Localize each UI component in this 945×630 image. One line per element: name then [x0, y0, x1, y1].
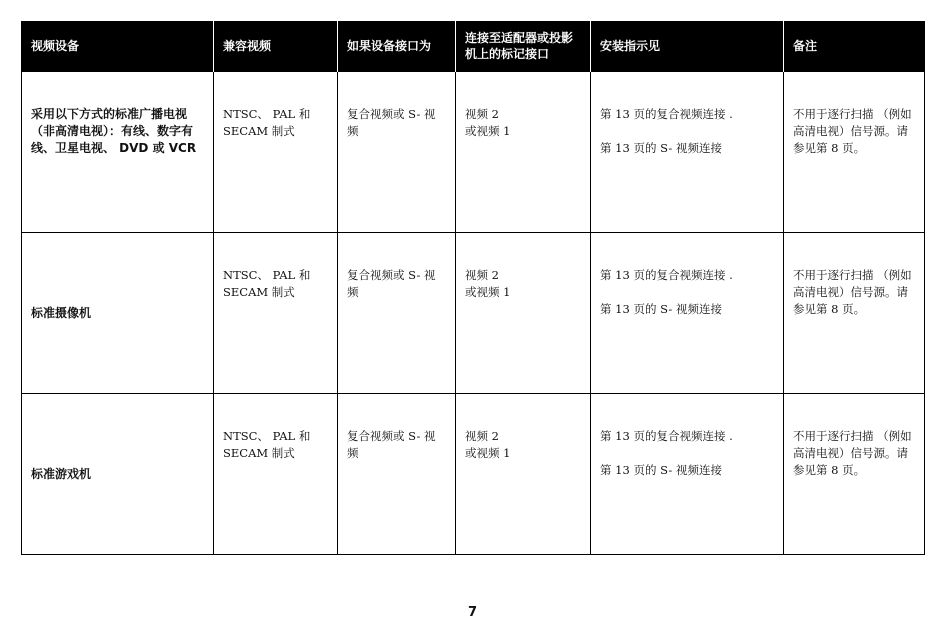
table-row	[22, 233, 925, 394]
cell-video: NTSC、 PAL 和 SECAM 制式	[214, 72, 338, 233]
instruction-composite: 第 13 页的复合视频连接 .	[600, 268, 733, 282]
header-device-connector: 如果设备接口为	[338, 21, 456, 72]
cell-instructions	[591, 233, 784, 394]
cell-note: 不用于逐行扫描 （例如高清电视）信号源。请参见第 8 页。	[784, 233, 925, 394]
cell-port	[456, 394, 591, 555]
instruction-composite: 第 13 页的复合视频连接 .	[600, 429, 733, 443]
header-instructions: 安装指示见	[591, 21, 784, 72]
cell-connector: 复合视频或 S- 视频	[338, 233, 456, 394]
port-alternate: 或视频 1	[465, 124, 511, 138]
port-alternate: 或视频 1	[465, 285, 511, 299]
cell-port	[456, 233, 591, 394]
instruction-s-video: 第 13 页的 S- 视频连接	[600, 141, 722, 155]
port-primary: 视频 2	[465, 268, 499, 282]
cell-connector: 复合视频或 S- 视频	[338, 72, 456, 233]
cell-instructions	[591, 394, 784, 555]
table-header-row	[22, 21, 925, 72]
header-marked-port: 连接至适配器或投影机上的标记接口	[456, 21, 591, 72]
cell-device: 标准游戏机	[22, 394, 214, 555]
cell-video: NTSC、 PAL 和 SECAM 制式	[214, 394, 338, 555]
cell-device: 采用以下方式的标准广播电视 （非高清电视）：有线、数字有线、卫星电视、 DVD 或 VCR	[22, 72, 214, 233]
cell-instructions	[591, 72, 784, 233]
cell-port	[456, 72, 591, 233]
instruction-s-video: 第 13 页的 S- 视频连接	[600, 302, 722, 316]
cell-note: 不用于逐行扫描 （例如高清电视）信号源。请参见第 8 页。	[784, 394, 925, 555]
table-row	[22, 72, 925, 233]
cell-device: 标准摄像机	[22, 233, 214, 394]
instruction-composite: 第 13 页的复合视频连接 .	[600, 107, 733, 121]
instruction-s-video: 第 13 页的 S- 视频连接	[600, 463, 722, 477]
port-primary: 视频 2	[465, 429, 499, 443]
compatibility-table	[21, 21, 925, 555]
header-video-device: 视频设备	[22, 21, 214, 72]
port-primary: 视频 2	[465, 107, 499, 121]
header-notes: 备注	[784, 21, 925, 72]
cell-note: 不用于逐行扫描 （例如高清电视）信号源。请参见第 8 页。	[784, 72, 925, 233]
page-number: 7	[467, 605, 478, 620]
cell-connector: 复合视频或 S- 视频	[338, 394, 456, 555]
cell-video: NTSC、 PAL 和 SECAM 制式	[214, 233, 338, 394]
port-alternate: 或视频 1	[465, 446, 511, 460]
header-compatible-video: 兼容视频	[214, 21, 338, 72]
table-row	[22, 394, 925, 555]
